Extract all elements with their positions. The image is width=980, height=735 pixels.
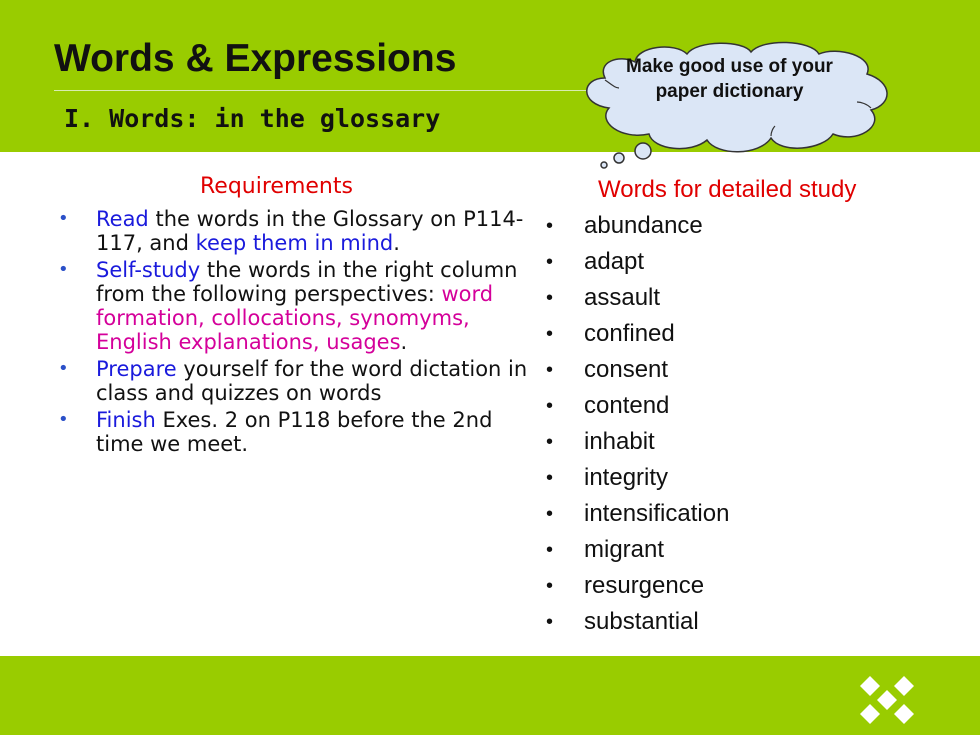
word-item — [544, 534, 729, 570]
bullet-icon: • — [546, 323, 554, 345]
word-item — [544, 462, 729, 498]
diamond-logo-icon — [852, 668, 922, 732]
word-text: intensification — [584, 500, 730, 527]
word-text: substantial — [584, 608, 699, 635]
requirement-text: word formation, collocations, synomyms, English explanations, usages — [96, 282, 494, 354]
requirement-text: the words in the Glossary on P114-117, and — [96, 207, 524, 255]
requirement-text: the words in the right column from the following perspectives: — [96, 258, 518, 306]
bullet-icon: • — [58, 259, 69, 280]
requirements-list — [56, 207, 536, 459]
word-item — [544, 426, 729, 462]
bullet-icon: • — [546, 575, 554, 597]
requirement-text: Finish — [96, 408, 156, 432]
word-item — [544, 282, 729, 318]
word-text: assault — [584, 284, 661, 311]
word-text: resurgence — [584, 572, 705, 599]
word-text: contend — [584, 392, 670, 419]
requirement-text: . — [393, 231, 400, 255]
requirement-text: Prepare — [96, 357, 177, 381]
words-list — [544, 210, 729, 642]
requirement-text: yourself for the word dictation in class and quizzes on words — [96, 357, 528, 405]
word-item — [544, 498, 729, 534]
bullet-icon: • — [546, 359, 554, 381]
requirement-item — [56, 258, 536, 354]
word-item — [544, 390, 729, 426]
words-heading: Words for detailed study — [598, 176, 857, 203]
word-item — [544, 210, 729, 246]
bullet-icon: • — [58, 358, 69, 379]
requirement-item — [56, 408, 536, 456]
bullet-icon: • — [546, 431, 554, 453]
bullet-icon: • — [546, 503, 554, 525]
word-text: migrant — [584, 536, 665, 563]
slide-subtitle: I. Words: in the glossary — [64, 104, 441, 133]
bullet-icon: • — [546, 287, 554, 309]
slide-title: Words & Expressions — [54, 37, 457, 80]
bullet-icon: • — [546, 251, 554, 273]
word-item — [544, 318, 729, 354]
requirement-text: Self-study — [96, 258, 201, 282]
word-item — [544, 606, 729, 642]
word-text: abundance — [584, 212, 703, 239]
word-text: adapt — [584, 248, 645, 275]
requirement-text: Read — [96, 207, 149, 231]
word-text: confined — [584, 320, 675, 347]
bullet-icon: • — [58, 409, 69, 430]
word-text: inhabit — [584, 428, 655, 455]
bullet-icon: • — [58, 208, 69, 229]
bullet-icon: • — [546, 539, 554, 561]
bullet-icon: • — [546, 611, 554, 633]
requirement-item — [56, 357, 536, 405]
footer-band — [0, 656, 980, 735]
requirements-heading: Requirements — [200, 174, 353, 199]
requirement-text: Exes. 2 on P118 before the 2nd time we meet. — [96, 408, 493, 456]
bullet-icon: • — [546, 215, 554, 237]
word-text: consent — [584, 356, 669, 383]
requirement-text: . — [400, 330, 408, 354]
bullet-icon: • — [546, 395, 554, 417]
word-item — [544, 246, 729, 282]
word-item — [544, 354, 729, 390]
word-text: integrity — [584, 464, 669, 491]
word-item — [544, 570, 729, 606]
cloud-note: Make good use of your paper dictionary — [626, 56, 833, 102]
requirement-text: keep them in mind — [195, 231, 394, 255]
bullet-icon: • — [546, 467, 554, 489]
requirement-item — [56, 207, 536, 255]
title-divider — [54, 90, 614, 91]
